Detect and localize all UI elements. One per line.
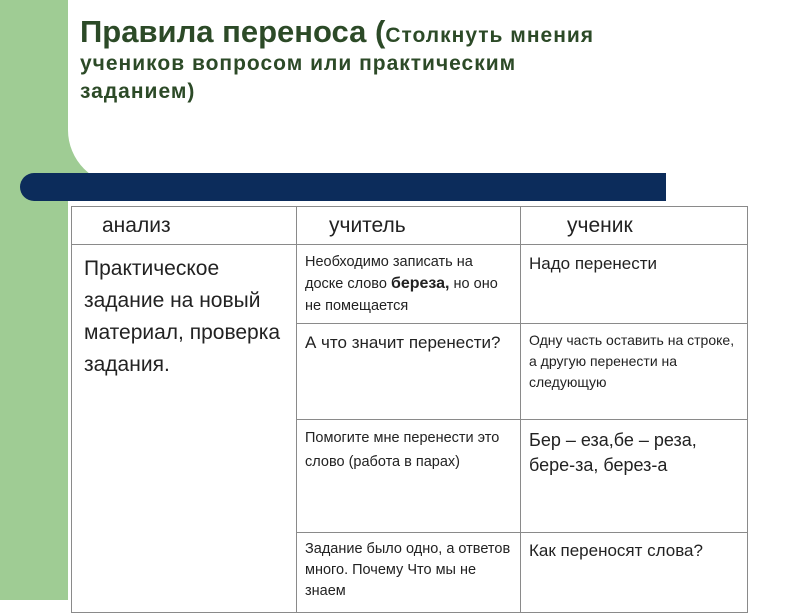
student-cell: Как переносят слова? <box>521 533 748 613</box>
title-sub2: учеников вопросом или практическим <box>80 52 517 75</box>
header-student: ученик <box>521 207 748 245</box>
slide-title <box>80 14 780 106</box>
student-cell: Бер – еза,бе – реза, бере-за, берез-а <box>521 420 748 533</box>
table-header-row <box>72 207 748 245</box>
student-cell: Одну часть оставить на строке, а другую перенести на следующую <box>521 324 748 420</box>
analysis-cell: Практическое задание на новый материал, проверка задания. <box>72 245 297 613</box>
teacher-cell: Задание было одно, а ответов много. Почему Что мы не знаем <box>297 533 521 613</box>
table-row <box>72 245 748 324</box>
header-teacher: учитель <box>297 207 521 245</box>
navy-divider-bar <box>20 173 666 201</box>
student-cell: Надо перенести <box>521 245 748 324</box>
teacher-text-bold: береза, <box>390 275 450 292</box>
teacher-text-pre: Необходимо записать на доске слово <box>305 254 473 292</box>
title-main: Правила переноса ( <box>80 14 386 49</box>
lesson-table <box>71 206 748 613</box>
title-sub3: заданием) <box>80 80 196 103</box>
title-sub1: Столкнуть мнения <box>385 24 595 47</box>
teacher-text-post: но оно не помещается <box>305 276 498 314</box>
teacher-cell <box>297 245 521 324</box>
green-side-bar <box>0 0 68 600</box>
header-analysis: анализ <box>72 207 297 245</box>
teacher-cell: А что значит перенести? <box>297 324 521 420</box>
teacher-cell: Помогите мне перенести это слово (работа в парах) <box>297 420 521 533</box>
